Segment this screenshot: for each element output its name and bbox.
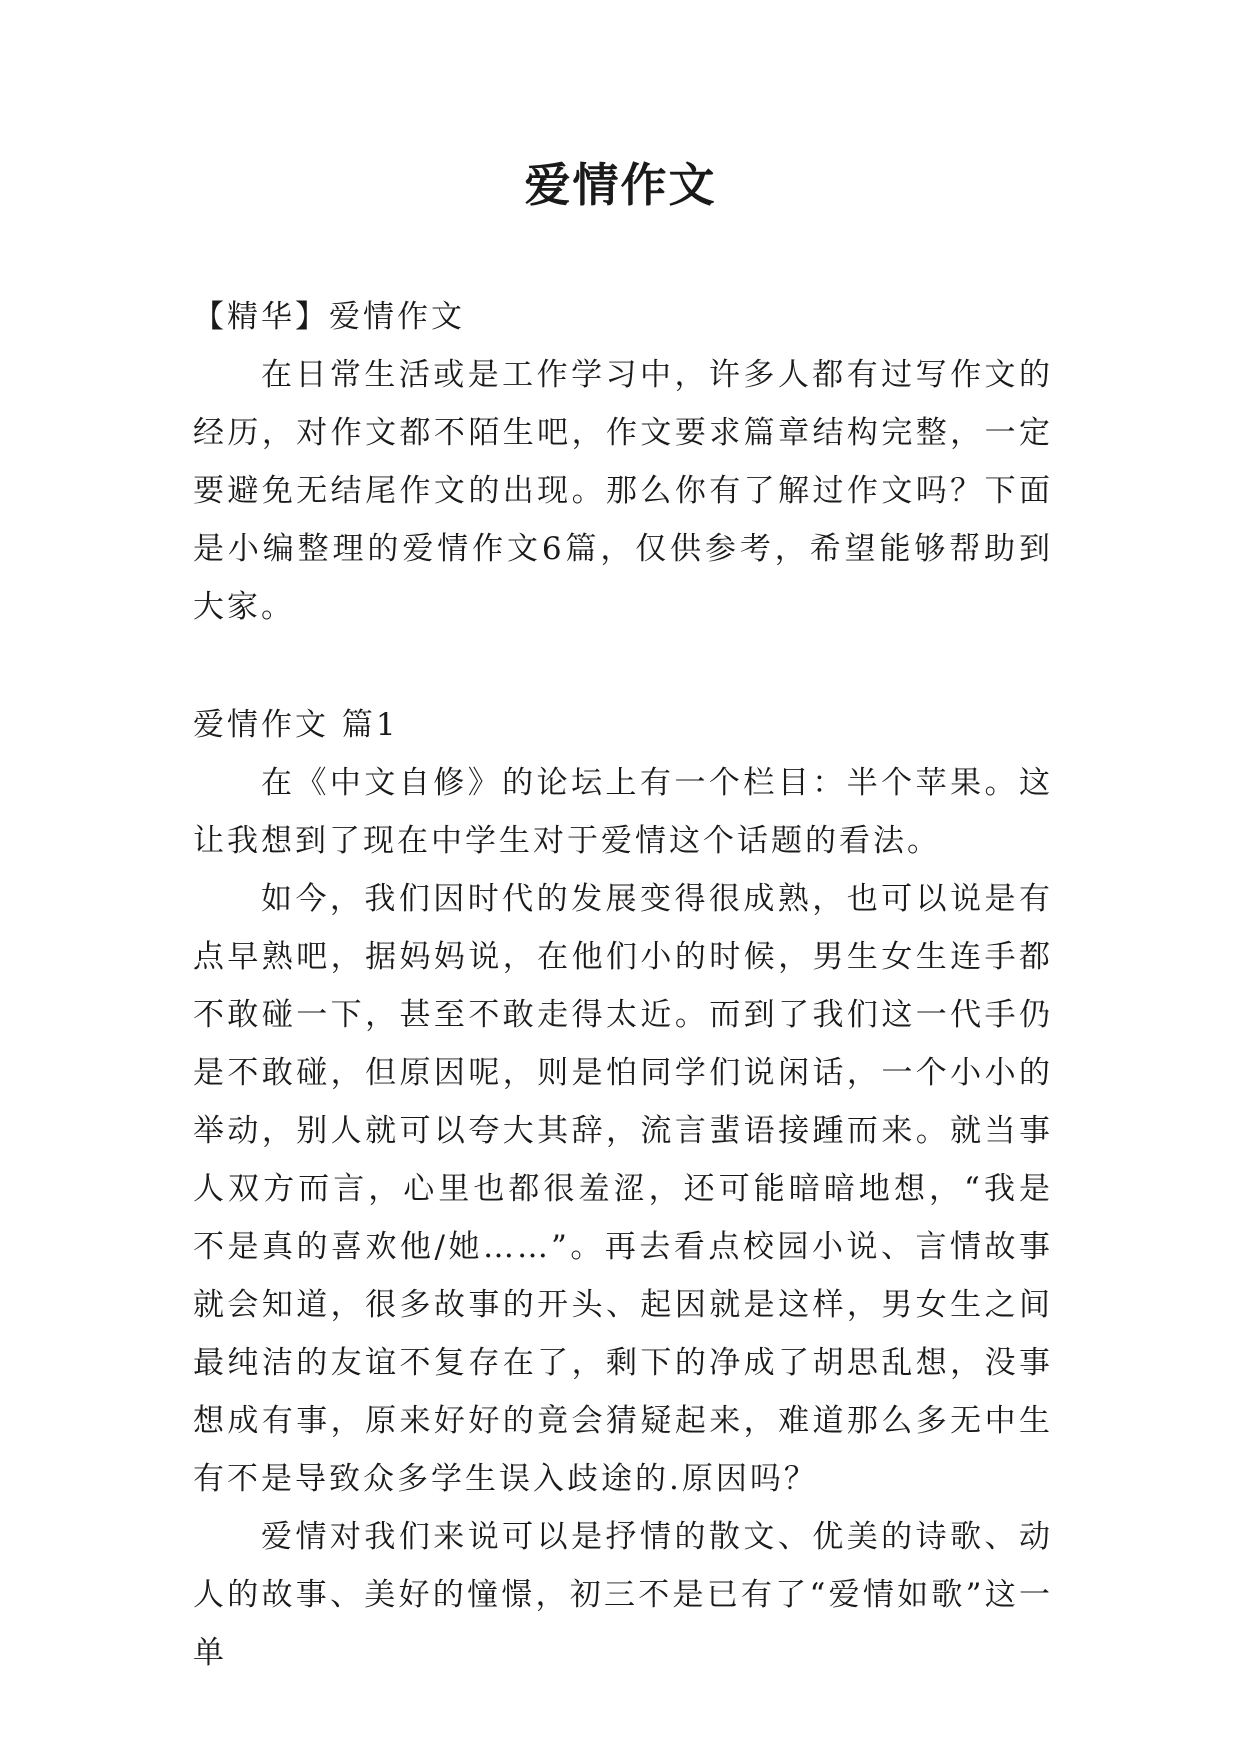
header-line: 【精华】爱情作文 [193, 299, 465, 335]
document-title: 爱情作文 [524, 158, 717, 212]
body-paragraph-3: 爱情对我们来说可以是抒情的散文、优美的诗歌、动人的故事、美好的憧憬，初三不是已有了“爱情如歌”这一单 [193, 1519, 1053, 1671]
intro-paragraph: 在日常生活或是工作学习中，许多人都有过写作文的经历，对作文都不陌生吧，作文要求篇章结构完整，一定要避免无结尾作文的出现。那么你有了解过作文吗？下面是小编整理的爱情作文6篇，仅供参考，希望能够帮助到大家。 [193, 357, 1053, 625]
body-paragraph-2: 如今，我们因时代的发展变得很成熟，也可以说是有点早熟吧，据妈妈说，在他们小的时候，男生女生连手都不敢碰一下，甚至不敢走得太近。而到了我们这一代手仍是不敢碰，但原因呢，则是怕同学们说闲话，一个小小的举动，别人就可以夸大其辞，流言蜚语接踵而来。就当事人双方而言，心里也都很羞涩，还可能暗暗地想，“我是不是真的喜欢他/她……”。再去看点校园小说、言情故事就会知道，很多故事的开头、起因就是这样，男女生之间最纯洁的友谊不复存在了，剩下的净成了胡思乱想，没事想成有事，原来好好的竟会猜疑起来，难道那么多无中生有不是导致众多学生误入歧途的.原因吗？ [193, 881, 1053, 1497]
document-body [193, 288, 1053, 1682]
section-heading: 爱情作文 篇1 [193, 707, 399, 743]
body-paragraph-1: 在《中文自修》的论坛上有一个栏目：半个苹果。这让我想到了现在中学生对于爱情这个话题的看法。 [193, 765, 1053, 859]
section-gap [193, 636, 1053, 696]
